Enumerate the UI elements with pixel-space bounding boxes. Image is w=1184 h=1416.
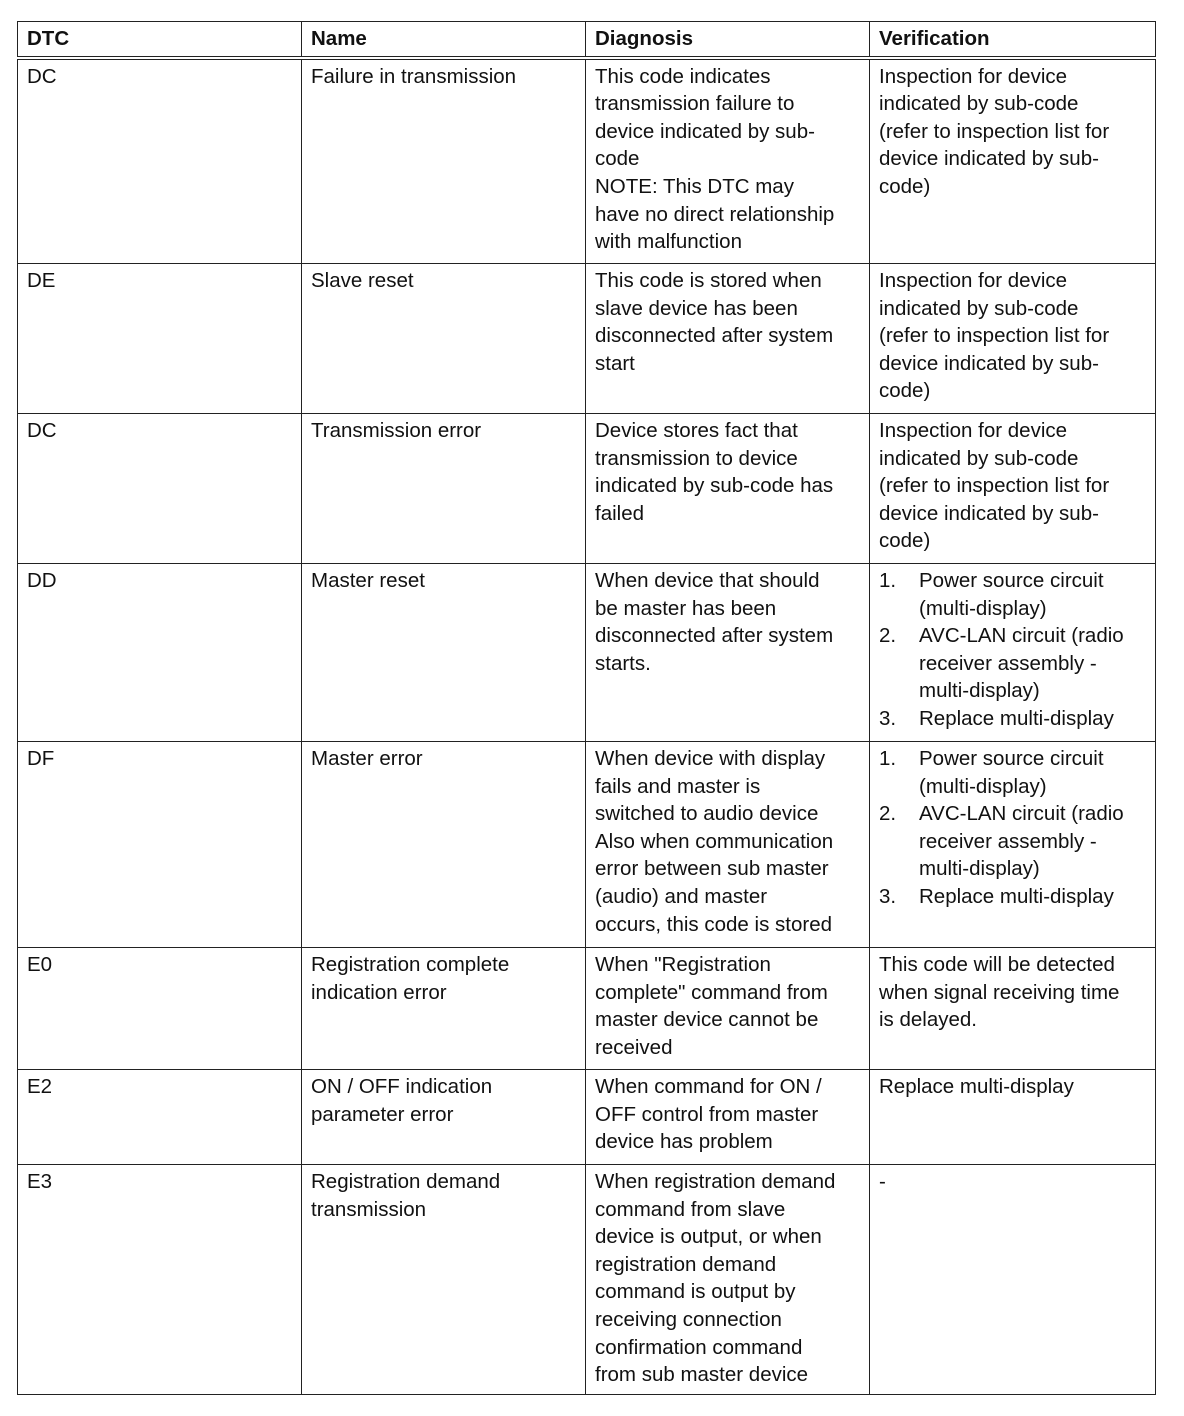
list-item (879, 567, 1146, 622)
list-item (879, 800, 1146, 883)
cell-dtc: DE (18, 264, 302, 414)
step-number: 2. (879, 802, 897, 826)
cell-diagnosis (586, 564, 870, 742)
cell-verification (870, 564, 1156, 742)
step-text: AVC-LAN circuit (radio receiver assembly - multi-display) (919, 624, 1124, 703)
verification-text: Replace multi-display (879, 1075, 1074, 1099)
step-text: Replace multi-display (919, 707, 1114, 731)
step-number: 2. (879, 624, 897, 648)
cell-verification (870, 1070, 1156, 1165)
cell-diagnosis (586, 1165, 870, 1395)
cell-diagnosis (586, 58, 870, 264)
table-row (18, 1070, 1156, 1165)
cell-name (302, 264, 586, 414)
dtc-table (17, 21, 1156, 1395)
cell-name (302, 948, 586, 1070)
verification-text: - (879, 1170, 886, 1194)
list-item (879, 745, 1146, 800)
diagnosis-text: This code is stored when slave device has been disconnected after system start (595, 269, 834, 375)
name-text: Failure in transmission (311, 64, 517, 88)
step-text: AVC-LAN circuit (radio receiver assembly - multi-display) (919, 802, 1124, 881)
cell-verification (870, 742, 1156, 948)
diagnosis-text: When command for ON / OFF control from master device has problem (595, 1075, 822, 1154)
name-text: Master reset (311, 569, 425, 593)
cell-diagnosis (586, 1070, 870, 1165)
cell-dtc: DC (18, 58, 302, 264)
cell-name (302, 1165, 586, 1395)
cell-name (302, 1070, 586, 1165)
document-page (17, 21, 1155, 1395)
verification-steps (879, 567, 1146, 733)
name-text: ON / OFF indication parameter error (311, 1075, 493, 1126)
table-row (18, 264, 1156, 414)
cell-verification (870, 1165, 1156, 1395)
cell-diagnosis (586, 264, 870, 414)
name-text: Slave reset (311, 269, 414, 293)
table-row (18, 58, 1156, 264)
header-name: Name (302, 22, 586, 58)
step-text: Power source circuit (multi-display) (919, 569, 1104, 620)
diagnosis-text: When device that should be master has been disconnected after system starts. (595, 569, 834, 675)
verification-text: Inspection for device indicated by sub-code (refer to inspection list for device indicated by sub- code) (879, 269, 1110, 403)
cell-diagnosis (586, 948, 870, 1070)
step-number: 3. (879, 707, 897, 731)
step-text: Power source circuit (multi-display) (919, 747, 1104, 798)
name-text: Transmission error (311, 419, 482, 443)
header-dtc: DTC (18, 22, 302, 58)
table-row (18, 948, 1156, 1070)
cell-dtc: DC (18, 414, 302, 564)
header-verification: Verification (870, 22, 1156, 58)
table-header-row (18, 22, 1156, 58)
cell-verification (870, 264, 1156, 414)
cell-verification (870, 58, 1156, 264)
step-text: Replace multi-display (919, 885, 1114, 909)
list-item (879, 883, 1146, 911)
cell-name (302, 414, 586, 564)
cell-diagnosis (586, 414, 870, 564)
cell-dtc: E2 (18, 1070, 302, 1165)
list-item (879, 705, 1146, 733)
step-number: 3. (879, 885, 897, 909)
verification-steps (879, 745, 1146, 911)
name-text: Registration demand transmission (311, 1170, 501, 1221)
cell-name (302, 564, 586, 742)
cell-diagnosis (586, 742, 870, 948)
header-diagnosis: Diagnosis (586, 22, 870, 58)
table-row (18, 564, 1156, 742)
step-number: 1. (879, 747, 897, 771)
cell-name (302, 742, 586, 948)
verification-text: Inspection for device indicated by sub-code (refer to inspection list for device indicated by sub- code) (879, 419, 1110, 553)
name-text: Registration complete indication error (311, 953, 510, 1004)
cell-dtc: E0 (18, 948, 302, 1070)
cell-dtc: E3 (18, 1165, 302, 1395)
table-row (18, 742, 1156, 948)
cell-dtc: DD (18, 564, 302, 742)
table-row (18, 414, 1156, 564)
cell-verification (870, 948, 1156, 1070)
cell-dtc: DF (18, 742, 302, 948)
diagnosis-text: When "Registration complete" command from master device cannot be received (595, 953, 828, 1059)
verification-text: This code will be detected when signal receiving time is delayed. (879, 953, 1120, 1032)
diagnosis-text: Device stores fact that transmission to device indicated by sub-code has failed (595, 419, 834, 525)
name-text: Master error (311, 747, 423, 771)
cell-name (302, 58, 586, 264)
diagnosis-text: When registration demand command from slave device is output, or when registration demand command is output by receiving connection confirmation command from sub master device (595, 1170, 836, 1387)
verification-text: Inspection for device indicated by sub-code (refer to inspection list for device indicated by sub- code) (879, 64, 1110, 198)
cell-verification (870, 414, 1156, 564)
diagnosis-text: When device with display fails and master is switched to audio device Also when communication error between sub master (audio) and master occurs, this code is stored (595, 747, 834, 936)
diagnosis-text: This code indicates transmission failure to device indicated by sub- code NOTE: This DTC may have no direct relationship with malfunction (595, 64, 835, 254)
step-number: 1. (879, 569, 897, 593)
table-row (18, 1165, 1156, 1395)
list-item (879, 622, 1146, 705)
